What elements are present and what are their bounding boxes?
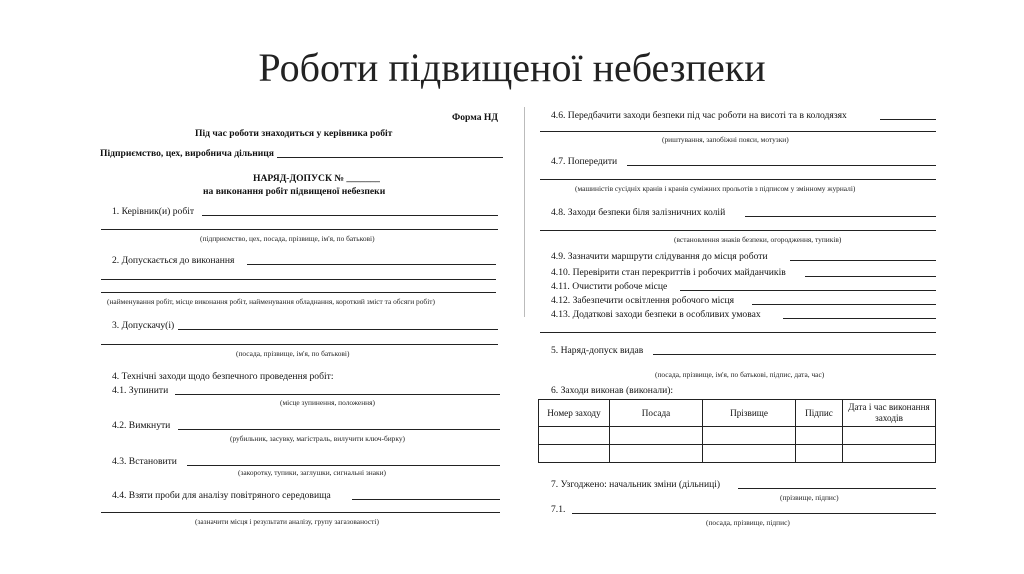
item-3-line-2[interactable] — [101, 344, 498, 345]
table-cell[interactable] — [539, 427, 610, 445]
item-7-1-hint: (посада, прізвище, підпис) — [706, 518, 790, 527]
item-4-7-line[interactable] — [627, 165, 936, 166]
item-4-6-line[interactable] — [880, 119, 936, 120]
table-header-cell: Підпис — [796, 400, 843, 427]
item-4-13-line-2[interactable] — [540, 332, 936, 333]
item-4-3-line[interactable] — [187, 465, 500, 466]
item-4-7-label: 4.7. Попередити — [551, 156, 618, 167]
table-header-cell: Дата і час виконання заходів — [843, 400, 936, 427]
item-4-11-label: 4.11. Очистити робоче місце — [551, 281, 668, 292]
item-1-line[interactable] — [202, 215, 498, 216]
table-header-cell: Посада — [610, 400, 703, 427]
item-4-8-line-2[interactable] — [540, 230, 936, 231]
table-cell[interactable] — [796, 427, 843, 445]
item-4-8-hint: (встановлення знаків безпеки, огородження, тупиків) — [674, 235, 842, 244]
item-4-4-hint: (зазначити місця і результати аналізу, групу загазованості) — [195, 517, 379, 526]
item-4-12-label: 4.12. Забезпечити освітлення робочого місця — [551, 295, 735, 306]
column-divider — [524, 107, 525, 317]
item-4-2-line[interactable] — [178, 429, 500, 430]
item-5-label: 5. Наряд-допуск видав — [551, 345, 644, 356]
item-7-line[interactable] — [738, 488, 936, 489]
enterprise-label: Підприємство, цех, виробнича дільниця — [100, 148, 274, 159]
item-4-4-line-2[interactable] — [101, 512, 500, 513]
form-label: Форма НД — [452, 112, 498, 123]
item-1-hint: (підприємство, цех, посада, прізвище, ім'я, по батькові) — [200, 234, 375, 243]
item-4-8-line[interactable] — [745, 216, 936, 217]
item-5-hint: (посада, прізвище, ім'я, по батькові, підпис, дата, час) — [655, 370, 825, 379]
order-title: НАРЯД-ДОПУСК № _______ — [253, 173, 380, 184]
table-cell[interactable] — [539, 445, 610, 463]
item-4-9-line[interactable] — [790, 260, 936, 261]
table-row — [539, 427, 936, 445]
enterprise-line[interactable] — [277, 157, 503, 158]
table-cell[interactable] — [610, 427, 703, 445]
item-1-line-2[interactable] — [101, 229, 498, 230]
item-4-1-label: 4.1. Зупинити — [112, 385, 169, 396]
item-4-7-hint: (машиністів сусідніх кранів і кранів суміжних прольотів з підписом у змінному журналі) — [575, 184, 856, 193]
item-6-label: 6. Заходи виконав (виконали): — [551, 385, 674, 396]
item-4-8-label: 4.8. Заходи безпеки біля залізничних колій — [551, 207, 726, 218]
item-2-line-2[interactable] — [101, 279, 496, 280]
item-2-line[interactable] — [247, 264, 496, 265]
table-cell[interactable] — [703, 445, 796, 463]
table-cell[interactable] — [843, 445, 936, 463]
item-2-hint: (найменування робіт, місце виконання робіт, найменування обладнання, короткий зміст та обсяги робіт) — [107, 297, 435, 306]
item-4-4-label: 4.4. Взяти проби для аналізу повітряного середовища — [112, 490, 331, 501]
item-4-10-line[interactable] — [805, 276, 936, 277]
table-row — [539, 445, 936, 463]
item-4-10-label: 4.10. Перевірити стан перекриттів і робочих майданчиків — [551, 267, 786, 278]
item-4-12-line[interactable] — [752, 304, 936, 305]
item-4-6-line-2[interactable] — [540, 131, 936, 132]
item-4-13-label: 4.13. Додаткові заходи безпеки в особливих умовах — [551, 309, 761, 320]
item-4-11-line[interactable] — [680, 290, 936, 291]
item-4-9-label: 4.9. Зазначити маршрути слідування до місця роботи — [551, 251, 768, 262]
item-4-3-label: 4.3. Встановити — [112, 456, 177, 467]
item-3-line[interactable] — [178, 329, 498, 330]
item-4-2-label: 4.2. Вимкнути — [112, 420, 171, 431]
item-3-hint: (посада, прізвище, ім'я, по батькові) — [236, 349, 350, 358]
item-2-line-3[interactable] — [101, 292, 496, 293]
item-3-label: 3. Допускачу(і) — [112, 320, 175, 331]
item-2-label: 2. Допускається до виконання — [112, 255, 235, 266]
measures-table — [538, 399, 936, 463]
item-4-4-line[interactable] — [352, 499, 500, 500]
item-7-hint: (прізвище, підпис) — [780, 493, 839, 502]
item-4-6-label: 4.6. Передбачити заходи безпеки під час роботи на висоті та в колодязях — [551, 110, 847, 121]
item-4-6-hint: (риштування, запобіжні пояси, мотузки) — [662, 135, 789, 144]
item-4-13-line[interactable] — [783, 318, 936, 319]
order-subtitle: на виконання робіт підвищеної небезпеки — [203, 186, 386, 197]
table-cell[interactable] — [843, 427, 936, 445]
table-cell[interactable] — [796, 445, 843, 463]
item-4-label: 4. Технічні заходи щодо безпечного проведення робіт: — [112, 371, 334, 382]
item-4-1-line[interactable] — [175, 394, 500, 395]
slide-title: Роботи підвищеної небезпеки — [258, 45, 766, 90]
table-header-cell: Номер заходу — [539, 400, 610, 427]
item-7-1-label: 7.1. — [551, 504, 566, 515]
item-7-1-line[interactable] — [572, 513, 936, 514]
item-1-label: 1. Керівник(и) робіт — [112, 206, 195, 217]
table-cell[interactable] — [703, 427, 796, 445]
item-4-1-hint: (місце зупинення, положення) — [280, 398, 375, 407]
item-4-2-hint: (рубильник, засувку, магістраль, вилучити ключ-бирку) — [230, 434, 405, 443]
table-header-cell: Прізвище — [703, 400, 796, 427]
item-5-line[interactable] — [653, 354, 936, 355]
item-4-7-line-2[interactable] — [540, 179, 936, 180]
item-4-3-hint: (закоротку, тупики, заглушки, сигнальні знаки) — [238, 468, 387, 477]
supervision-note: Під час роботи знаходиться у керівника робіт — [195, 128, 393, 139]
table-header-row — [539, 400, 936, 427]
table-cell[interactable] — [610, 445, 703, 463]
item-7-label: 7. Узгоджено: начальник зміни (дільниці) — [551, 479, 721, 490]
